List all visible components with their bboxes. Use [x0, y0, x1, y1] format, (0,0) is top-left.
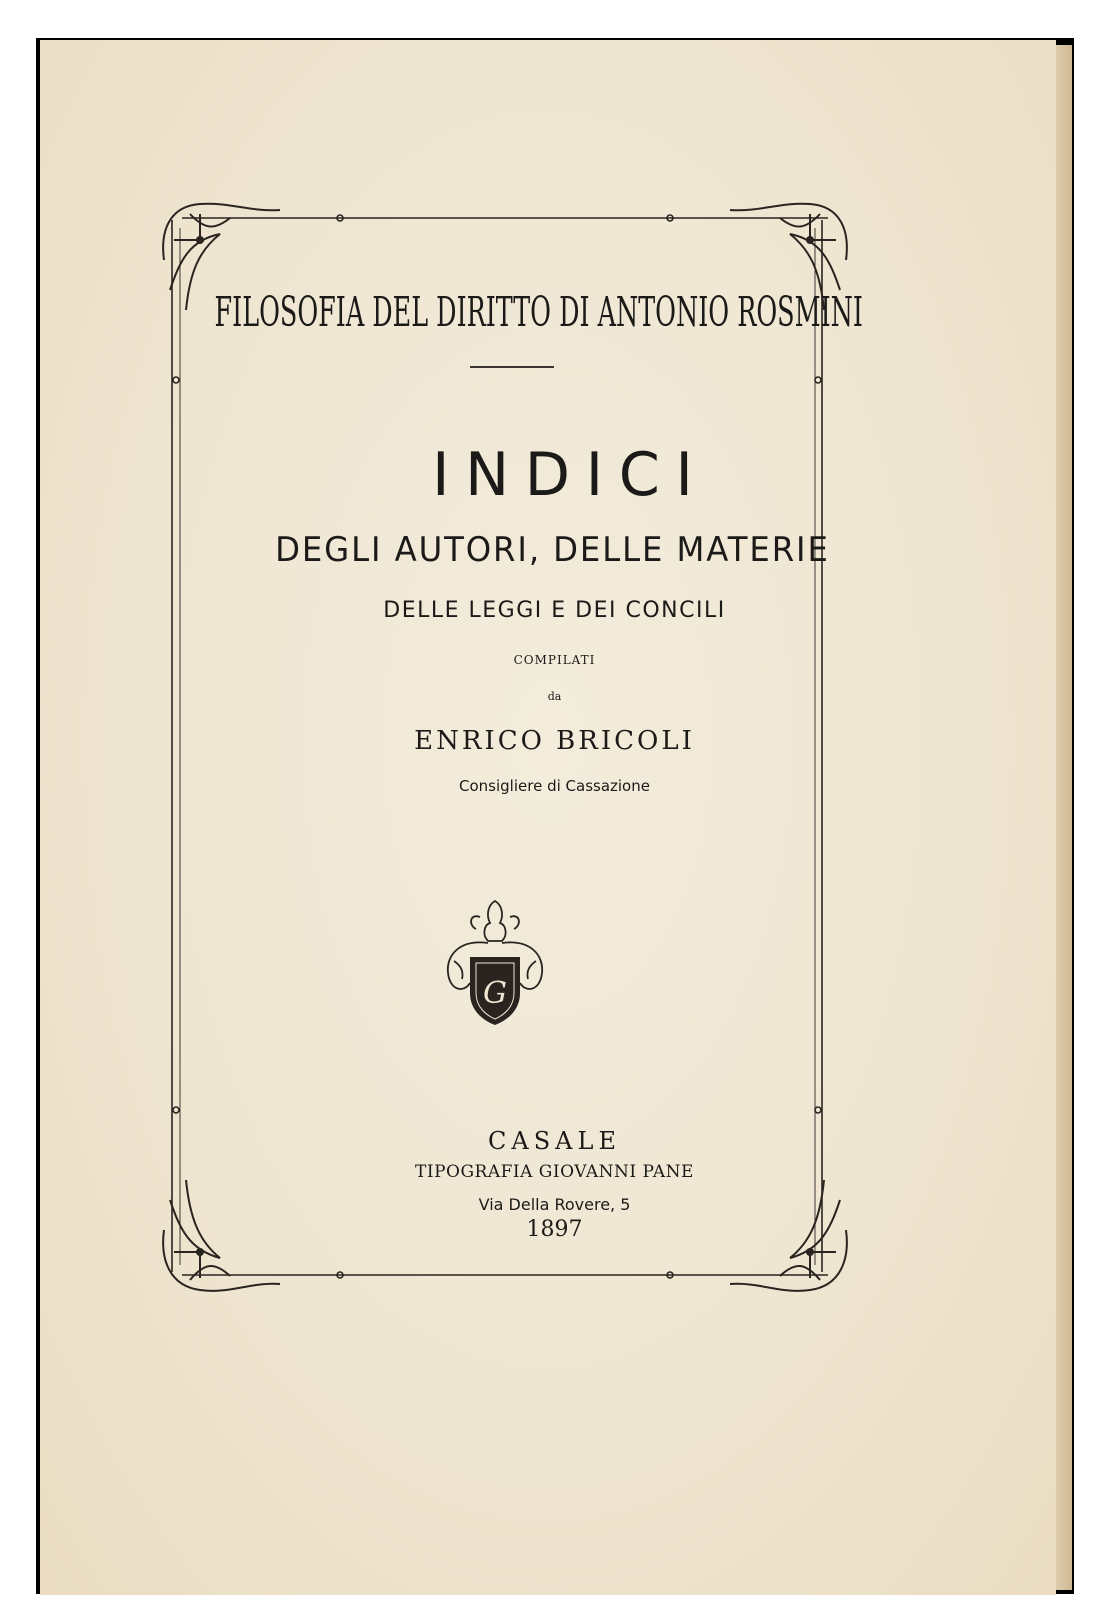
main-title: INDICI [432, 440, 709, 510]
printer-name: TIPOGRAFIA GIOVANNI PANE [415, 1162, 694, 1182]
author-role: Consigliere di Cassazione [459, 777, 650, 795]
subtitle: DEGLI AUTORI, DELLE MATERIE [275, 530, 830, 570]
series-title: FILOSOFIA DEL DIRITTO DI ANTONIO ROSMINI [214, 288, 863, 336]
coat-of-arms-icon [440, 895, 550, 1030]
author-name: ENRICO BRICOLI [414, 726, 695, 756]
by-label: da [547, 690, 562, 703]
svg-text:G: G [483, 976, 507, 1011]
publication-year: 1897 [526, 1217, 583, 1242]
printer-address: Via Della Rovere, 5 [478, 1195, 631, 1214]
divider-rule [470, 366, 554, 368]
publisher-city: CASALE [488, 1127, 621, 1155]
subtitle-secondary: DELLE LEGGI E DEI CONCILI [383, 598, 726, 623]
compiled-label: COMPILATI [513, 653, 596, 667]
